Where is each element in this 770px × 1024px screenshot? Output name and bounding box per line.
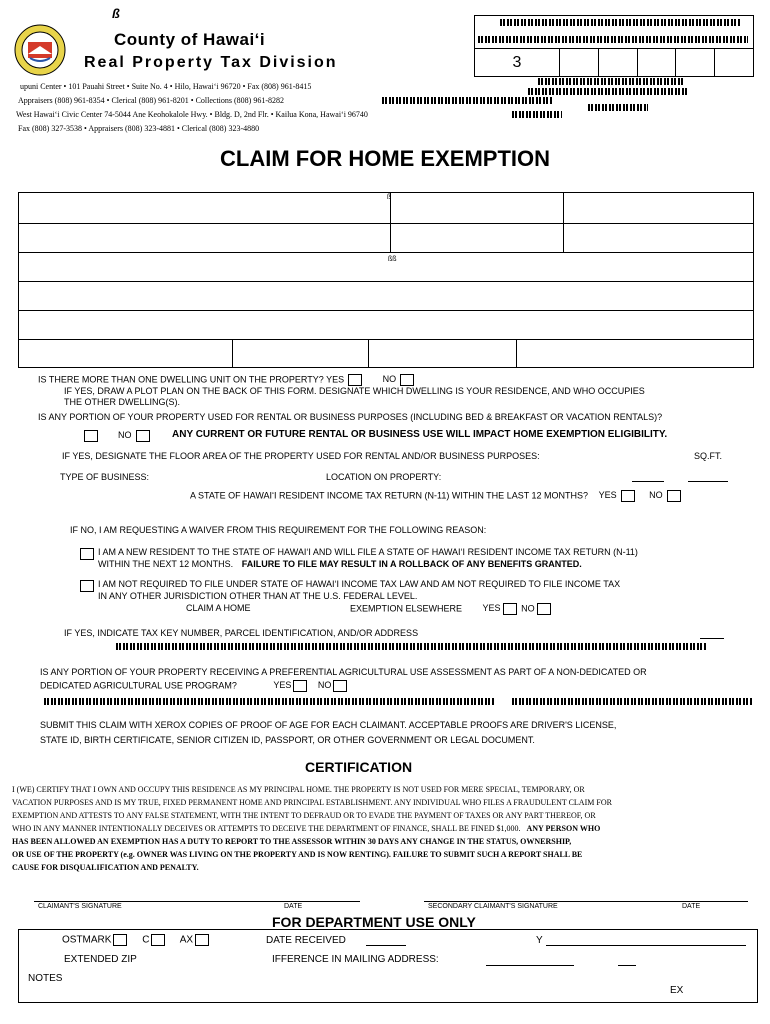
new-resident-option-1: I AM A NEW RESIDENT TO THE STATE OF HAWAI‘I AND WILL FILE A STATE OF HAWAI‘I RESIDENT INCOME TAX RETURN (N-11) [98, 547, 638, 557]
postmark-checkbox[interactable] [113, 934, 127, 946]
plot-plan-instruction-2: THE OTHER DWELLING(S). [64, 397, 181, 407]
county-seal [14, 24, 66, 76]
tax-key-cell[interactable] [598, 49, 637, 77]
multiple-dwellings-yes-checkbox[interactable] [348, 374, 362, 386]
date-label-2: DATE [682, 903, 701, 910]
submit-instruction-2: STATE ID, BIRTH CERTIFICATE, SENIOR CITIZEN ID, PASSPORT, OR OTHER GOVERNMENT OR LEGAL DOCUMENT. [40, 735, 535, 745]
notes-label: NOTES [28, 973, 63, 984]
tax-key-cell[interactable] [715, 49, 754, 77]
ex-label: EX [670, 985, 684, 996]
rental-warning: ANY CURRENT OR FUTURE RENTAL OR BUSINESS USE WILL IMPACT HOME EXEMPTION ELIGIBILITY. [172, 429, 668, 440]
location-label: LOCATION ON PROPERTY: [326, 472, 442, 482]
mailing-difference-label: IFFERENCE IN MAILING ADDRESS: [272, 954, 439, 965]
claimant-info-table [18, 192, 754, 368]
y-label: Y [536, 935, 543, 946]
address-line-3: West Hawai‘i Civic Center 74-5044 Ane Keohokalole Hwy. • Bldg. D, 2nd Flr. • Kailua Kona, Hawai‘i 96740 [16, 110, 368, 119]
floor-area-question: IF YES, DESIGNATE THE FLOOR AREA OF THE PROPERTY USED FOR RENTAL AND/OR BUSINESS PURPOSES: [62, 451, 540, 461]
agricultural-no-checkbox[interactable] [333, 680, 347, 692]
address-line-1: upuni Center • 101 Pauahi Street • Suite No. 4 • Hilo, Hawai‘i 96720 • Fax (808) 961-8415 [20, 82, 312, 91]
not-required-option-1: I AM NOT REQUIRED TO FILE UNDER STATE OF HAWAI‘I INCOME TAX LAW AND AM NOT REQUIRED TO FILE INCOME TAX [98, 579, 621, 589]
waiver-request: IF NO, I AM REQUESTING A WAIVER FROM THIS REQUIREMENT FOR THE FOLLOWING REASON: [70, 525, 487, 535]
tax-key-grid [474, 48, 754, 77]
agricultural-yes-checkbox[interactable] [293, 680, 307, 692]
tax-key-cell[interactable] [637, 49, 676, 77]
new-resident-checkbox[interactable] [80, 548, 94, 560]
rental-no-checkbox[interactable] [136, 430, 150, 442]
secondary-signature-line[interactable] [424, 901, 748, 902]
multiple-dwellings-no-checkbox[interactable] [400, 374, 414, 386]
tax-key-question: IF YES, INDICATE TAX KEY NUMBER, PARCEL IDENTIFICATION, AND/OR ADDRESS [64, 628, 419, 638]
tax-key-cell[interactable] [560, 49, 599, 77]
date-label-1: DATE [284, 903, 303, 910]
agricultural-question-1: IS ANY PORTION OF YOUR PROPERTY RECEIVING A PREFERENTIAL AGRICULTURAL USE ASSESSMENT AS PART OF A NON-DEDICATED OR [40, 667, 647, 677]
rental-no-label: NO [118, 430, 132, 440]
certification-line-2: VACATION PURPOSES AND IS MY TRUE, FIXED PERMANENT HOME AND PRINCIPAL ESTABLISHMENT. ANY INDIVIDUAL WHO FILES A FRAUDULENT CLAIM FOR [12, 798, 612, 807]
submit-instruction-1: SUBMIT THIS CLAIM WITH XEROX COPIES OF PROOF OF AGE FOR EACH CLAIMANT. ACCEPTABLE PROOFS ARE DRIVER'S LICENSE, [40, 720, 617, 730]
division-name: Real Property Tax Division [84, 54, 338, 71]
certification-line-4: WHO IN ANY MANNER INTENTIONALLY DECEIVES OR ATTEMPTS TO DECEIVE THE DEPARTMENT OF FINANCE, SHALL BE FINED $1,000. ANY PERSON WHO [12, 824, 601, 833]
certification-line-6: OR USE OF THE PROPERTY (e.g. OWNER WAS LIVING ON THE PROPERTY AND IS NOW RENTING). FAILURE TO SUBMIT SUCH A REPORT SHALL BE [12, 850, 583, 859]
certification-line-1: I (WE) CERTIFY THAT I OWN AND OCCUPY THIS RESIDENCE AS MY PRINCIPAL HOME. THE PROPERTY IS NOT USED FOR MERE SPECIAL, TEMPORARY, OR [12, 785, 585, 794]
department-heading: FOR DEPARTMENT USE ONLY [272, 914, 476, 930]
claim-home-label: CLAIM A HOME [186, 603, 251, 613]
certification-line-5: HAS BEEN ALLOWED AN EXEMPTION HAS A DUTY TO REPORT TO THE ASSESSOR WITHIN 30 DAYS ANY CHANGE IN THE STATUS, OWNERSHIP, [12, 837, 572, 846]
postmark-field: OSTMARK C AX [62, 934, 211, 946]
address-line-2: Appraisers (808) 961-8354 • Clerical (808) 961-8201 • Collections (808) 961-8282 [18, 96, 284, 105]
rental-use-question: IS ANY PORTION OF YOUR PROPERTY USED FOR RENTAL OR BUSINESS PURPOSES (INCLUDING BED & BREAKFAST OR VACATION RENTALS)? [38, 412, 663, 422]
secondary-signature-label: SECONDARY CLAIMANT'S SIGNATURE [428, 903, 558, 910]
certification-heading: CERTIFICATION [305, 759, 413, 775]
address-line-4: Fax (808) 327-3538 • Appraisers (808) 323-4881 • Clerical (808) 323-4880 [18, 124, 260, 133]
plot-plan-instruction-1: IF YES, DRAW A PLOT PLAN ON THE BACK OF THIS FORM. DESIGNATE WHICH DWELLING IS YOUR RESIDENCE, AND WHO OCCUPIES [64, 386, 645, 396]
not-required-checkbox[interactable] [80, 580, 94, 592]
zone-number: 3 [475, 49, 560, 77]
certification-line-7: CAUSE FOR DISQUALIFICATION AND PENALTY. [12, 863, 199, 872]
exemption-elsewhere-yes-checkbox[interactable] [503, 603, 517, 615]
claimant-signature-line[interactable] [34, 901, 360, 902]
tax-return-yes-checkbox[interactable] [621, 490, 635, 502]
claimant-signature-label: CLAIMANT'S SIGNATURE [38, 903, 122, 910]
type-of-business-label: TYPE OF BUSINESS: [60, 472, 150, 482]
tax-return-question: A STATE OF HAWAI‘I RESIDENT INCOME TAX RETURN (N-11) WITHIN THE LAST 12 MONTHS? YES NO [190, 490, 685, 502]
c-checkbox[interactable] [151, 934, 165, 946]
sqft-label: SQ.FT. [694, 451, 723, 461]
header-mark: ß [112, 6, 120, 21]
tax-return-no-checkbox[interactable] [667, 490, 681, 502]
not-required-option-2: IN ANY OTHER JURISDICTION OTHER THAN AT THE U.S. FEDERAL LEVEL. [98, 591, 418, 601]
certification-line-3: EXEMPTION AND ATTESTS TO ANY FALSE STATEMENT, WITH THE INTENT TO DEFRAUD OR TO EVADE THE PAYMENT OF TAXES OR ANY PART THEREOF, OR [12, 811, 596, 820]
tax-key-cell[interactable] [676, 49, 715, 77]
form-title: CLAIM FOR HOME EXEMPTION [220, 146, 550, 171]
exemption-elsewhere-question: EXEMPTION ELSEWHERE YES NO [350, 603, 553, 615]
rental-yes-checkbox[interactable] [84, 430, 98, 442]
multiple-dwellings-question: IS THERE MORE THAN ONE DWELLING UNIT ON THE PROPERTY? YES NO [38, 374, 418, 386]
county-name: County of Hawai‘i [114, 30, 266, 49]
exemption-elsewhere-no-checkbox[interactable] [537, 603, 551, 615]
ax-checkbox[interactable] [195, 934, 209, 946]
new-resident-option-2: WITHIN THE NEXT 12 MONTHS. FAILURE TO FILE MAY RESULT IN A ROLLBACK OF ANY BENEFITS GRANTED. [98, 559, 582, 569]
extended-zip-label: EXTENDED ZIP [64, 954, 137, 965]
date-received-label: DATE RECEIVED [266, 935, 346, 946]
agricultural-question-2: DEDICATED AGRICULTURAL USE PROGRAM? YES NO [40, 680, 349, 692]
